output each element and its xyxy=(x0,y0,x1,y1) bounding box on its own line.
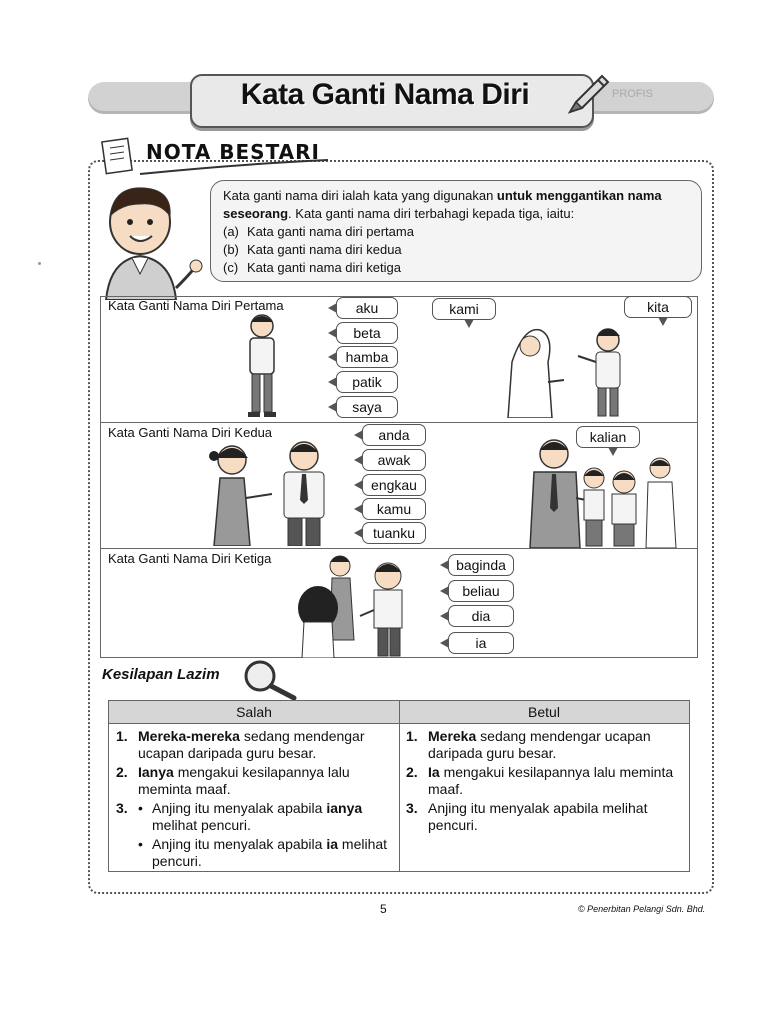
pronoun-tag: dia xyxy=(448,605,514,627)
publisher-credit: © Penerbitan Pelangi Sdn. Bhd. xyxy=(578,904,706,914)
salah-item-2: 2. Ianya mengakui kesilapannya lalu meminta maaf. xyxy=(116,764,350,797)
scan-speck xyxy=(38,262,41,265)
page-title: Kata Ganti Nama Diri xyxy=(240,78,530,111)
list-item: (a) Kata ganti nama diri pertama xyxy=(223,224,414,239)
pencil-icon xyxy=(562,68,614,120)
pronoun-tag: baginda xyxy=(448,554,514,576)
pronoun-tag: anda xyxy=(362,424,426,446)
betul-item-1: 1. Mereka sedang mendengar ucapan daripada guru besar. xyxy=(406,728,651,761)
pronoun-tag: engkau xyxy=(362,474,426,496)
girl-and-boy-talking-illustration xyxy=(500,322,640,418)
intro-bubble xyxy=(210,180,702,282)
betul-item-3: 3. Anjing itu menyalak apabila melihat pencuri. xyxy=(406,800,648,833)
salah-item-1: 1. Mereka-mereka sedang mendengar ucapan daripada guru besar. xyxy=(116,728,365,761)
pronoun-tag: ia xyxy=(448,632,514,654)
salah-column xyxy=(116,728,392,872)
pronoun-tag: hamba xyxy=(336,346,398,368)
three-children-illustration xyxy=(292,550,410,658)
pronoun-tag: patik xyxy=(336,371,398,393)
pronoun-tag: tuanku xyxy=(362,522,426,544)
column-header-salah: Salah xyxy=(236,704,272,720)
pronoun-tag: kamu xyxy=(362,498,426,520)
boy-standing-illustration xyxy=(240,312,284,418)
pronoun-tag: beta xyxy=(336,322,398,344)
magnifying-glass-icon xyxy=(240,658,300,700)
column-header-betul: Betul xyxy=(528,704,560,720)
section-divider xyxy=(100,548,698,549)
column-divider xyxy=(399,700,400,872)
betul-item-2: 2. Ia mengakui kesilapannya lalu meminta maaf. xyxy=(406,764,674,797)
betul-column xyxy=(406,728,684,836)
teacher-and-children-illustration xyxy=(520,438,684,548)
salah-item-3b: • Anjing itu menyalak apabila ia melihat pencuri. xyxy=(138,836,388,869)
salah-item-3a: 3. • Anjing itu menyalak apabila ianya melihat pencuri. xyxy=(116,800,363,833)
page-number: 5 xyxy=(380,902,387,916)
kesilapan-lazim-title: Kesilapan Lazim xyxy=(102,666,220,683)
faint-tab-text: PROFIS xyxy=(612,88,653,100)
intro-text: Kata ganti nama diri ialah kata yang digunakan untuk menggantikan nama seseorang. Kata ganti nama diri terbahagi kepada tiga, iaitu: xyxy=(223,188,662,221)
speech-bubble-kalian: kalian xyxy=(576,426,640,448)
section-divider xyxy=(100,422,698,423)
pronoun-tag: aku xyxy=(336,297,398,319)
pronoun-tag: saya xyxy=(336,396,398,418)
speech-bubble-kami: kami xyxy=(432,298,496,320)
girl-and-boy-illustration xyxy=(196,438,334,546)
section-label-first: Kata Ganti Nama Diri Pertama xyxy=(108,298,284,313)
section-label-third: Kata Ganti Nama Diri Ketiga xyxy=(108,551,272,566)
list-item: (c) Kata ganti nama diri ketiga xyxy=(223,260,401,275)
pronoun-tag: awak xyxy=(362,449,426,471)
pronoun-tag: beliau xyxy=(448,580,514,602)
nota-bestari-title: NOTA BESTARI xyxy=(146,140,320,164)
list-item: (b) Kata ganti nama diri kedua xyxy=(223,242,402,257)
speech-bubble-kita: kita xyxy=(624,296,692,318)
boy-teacher-illustration xyxy=(92,180,204,300)
section-label-second: Kata Ganti Nama Diri Kedua xyxy=(108,425,273,440)
